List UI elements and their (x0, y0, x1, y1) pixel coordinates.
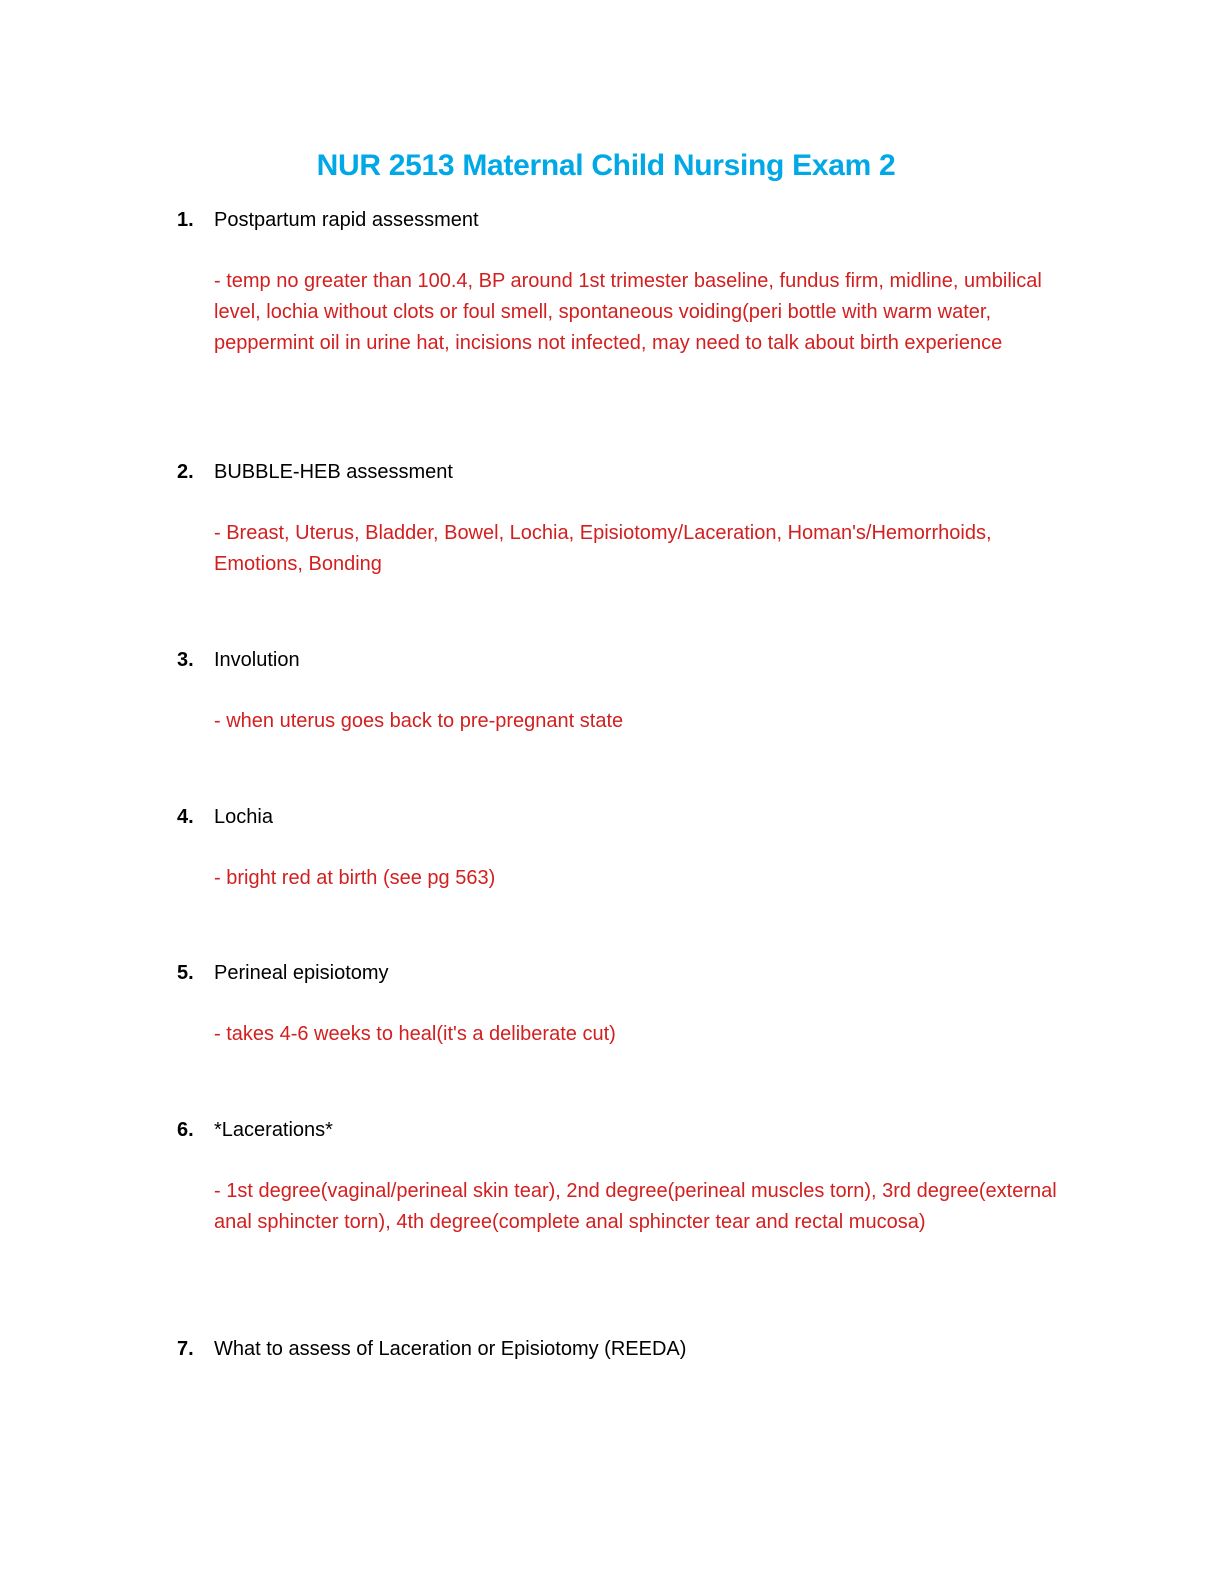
item-answer: - 1st degree(vaginal/perineal skin tear), 2nd degree(perineal muscles torn), 3rd degree(external anal sphincter torn), 4th degree(complete anal sphincter tear and rectal mucosa) (214, 1180, 1057, 1234)
item-answer: - bright red at birth (see pg 563) (214, 867, 496, 889)
item-number: 3. (177, 649, 194, 671)
item-question: Involution (214, 649, 300, 671)
item-number: 6. (177, 1119, 194, 1141)
list-item (177, 1114, 1077, 1238)
item-number: 1. (177, 209, 194, 231)
list-item (177, 1333, 1077, 1365)
item-question: BUBBLE-HEB assessment (214, 461, 453, 483)
list-item (177, 957, 1077, 1050)
item-question: Postpartum rapid assessment (214, 209, 479, 231)
item-question: Lochia (214, 806, 273, 828)
item-number: 2. (177, 461, 194, 483)
page-title: NUR 2513 Maternal Child Nursing Exam 2 (316, 149, 896, 182)
item-question: *Lacerations* (214, 1119, 333, 1141)
item-number: 5. (177, 962, 194, 984)
item-question: Perineal episiotomy (214, 962, 389, 984)
list-item (177, 801, 1077, 894)
item-answer: - takes 4-6 weeks to heal(it's a deliberate cut) (214, 1023, 616, 1045)
list-item (177, 456, 1077, 580)
item-number: 4. (177, 806, 194, 828)
item-question: What to assess of Laceration or Episiotomy (REEDA) (214, 1338, 687, 1360)
item-number: 7. (177, 1338, 194, 1360)
item-answer: - when uterus goes back to pre-pregnant state (214, 710, 624, 732)
list-item (177, 204, 1077, 360)
item-answer: - temp no greater than 100.4, BP around 1st trimester baseline, fundus firm, midline, umbilical level, lochia without clots or foul smell, spontaneous voiding(peri bottle with warm water, peppermint oil in urine hat, incisions not infected, may need to talk about birth experience (214, 270, 1042, 355)
list-item (177, 644, 1077, 737)
item-answer: - Breast, Uterus, Bladder, Bowel, Lochia, Episiotomy/Laceration, Homan's/Hemorrhoids, Emotions, Bonding (214, 522, 992, 576)
